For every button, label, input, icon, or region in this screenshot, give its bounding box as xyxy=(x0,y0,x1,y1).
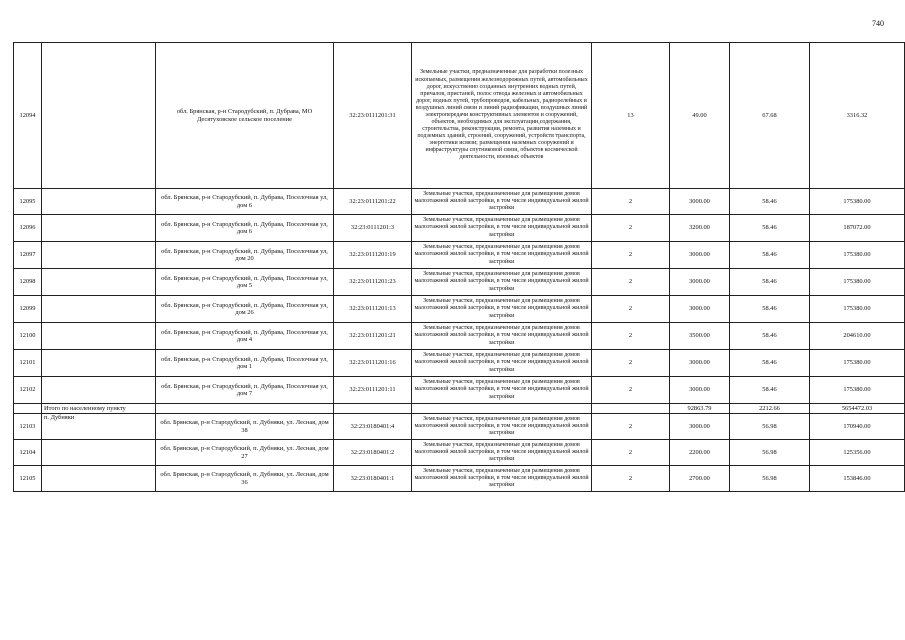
row-id: 12103 xyxy=(14,414,42,440)
empty-cell xyxy=(42,269,156,296)
table-row xyxy=(14,215,905,242)
row-id: 12102 xyxy=(14,377,42,404)
land-use-cell: Земельные участки, предназначенные для разработки полезных ископаемых, размещения железнодорожных путей, автомобильных дорог, искусственно созданных внутренних водных путей, причалов, пристаней, полос отвода железных и автомобильных дорог, водных путей, трубопроводов, кабельных, радиорелейных и воздушных линий связи и линий радиофикации, воздушных линий электропередачи конструктивных элементов и сооружений, объектов, необходимых для эксплуатации,содержания, строительства, реконструкции, ремонта, развития наземных и подземных зданий, строений, сооружений, устройств транспорта, энергетики исвязи; размещения наземных сооружений и инфраструктуры спутниковой связи, объектов космической деятельности, военных объектов xyxy=(412,43,592,189)
address-cell: обл. Брянская, р-н Стародубский, п. Дубрава, МО Десятуховское сельское поселение xyxy=(156,43,334,189)
rate-cell: 56.98 xyxy=(730,440,810,466)
land-use-cell: Земельные участки, предназначенные для размещения домов малоэтажной жилой застройки, в том числе индивидуальной жилой застройки xyxy=(412,323,592,350)
group-cell: 2 xyxy=(592,440,670,466)
empty-cell xyxy=(42,323,156,350)
rate-cell: 56.98 xyxy=(730,466,810,492)
table-row xyxy=(14,323,905,350)
land-use-cell: Земельные участки, предназначенные для размещения домов малоэтажной жилой застройки, в том числе индивидуальной жилой застройки xyxy=(412,440,592,466)
cadastral-value-cell: 187072.00 xyxy=(810,215,905,242)
group-cell: 2 xyxy=(592,242,670,269)
address-cell: обл. Брянская, р-н Стародубский, п. Дубняки, ул. Лесная, дом 27 xyxy=(156,440,334,466)
empty-cell xyxy=(592,404,670,414)
address-cell: обл. Брянская, р-н Стародубский, п. Дубрава, Поселочная ул, дом 26 xyxy=(156,296,334,323)
row-id: 12099 xyxy=(14,296,42,323)
total-row xyxy=(14,404,905,414)
table-row xyxy=(14,242,905,269)
group-cell: 2 xyxy=(592,296,670,323)
land-use-cell: Земельные участки, предназначенные для размещения домов малоэтажной жилой застройки, в том числе индивидуальной жилой застройки xyxy=(412,350,592,377)
group-cell: 13 xyxy=(592,43,670,189)
address-cell: обл. Брянская, р-н Стародубский, п. Дубрава, Поселочная ул, дом 6 xyxy=(156,215,334,242)
row-id: 12098 xyxy=(14,269,42,296)
cadastre-number-cell: 32:23:0111201:22 xyxy=(334,189,412,215)
cadastral-value-table xyxy=(13,42,905,492)
empty-cell xyxy=(42,43,156,189)
empty-cell xyxy=(42,466,156,492)
cadastral-value-cell: 175380.00 xyxy=(810,242,905,269)
empty-cell xyxy=(42,189,156,215)
group-cell: 2 xyxy=(592,466,670,492)
area-cell: 2700.00 xyxy=(670,466,730,492)
empty-cell xyxy=(156,404,334,414)
table-row xyxy=(14,269,905,296)
land-use-cell: Земельные участки, предназначенные для размещения домов малоэтажной жилой застройки, в том числе индивидуальной жилой застройки xyxy=(412,189,592,215)
area-cell: 3000.00 xyxy=(670,189,730,215)
empty-cell xyxy=(42,215,156,242)
empty-cell xyxy=(42,377,156,404)
cadastre-number-cell: 32:23:0111201:3 xyxy=(334,215,412,242)
cadastral-value-cell: 175380.00 xyxy=(810,296,905,323)
table-row xyxy=(14,296,905,323)
total-rate-cell: 2212.66 xyxy=(730,404,810,414)
cadastre-number-cell: 32:23:0111201:21 xyxy=(334,323,412,350)
empty-cell xyxy=(42,350,156,377)
area-cell: 3000.00 xyxy=(670,377,730,404)
group-cell: 2 xyxy=(592,323,670,350)
rate-cell: 58.46 xyxy=(730,323,810,350)
cadastral-value-cell: 153846.00 xyxy=(810,466,905,492)
table-row xyxy=(14,440,905,466)
group-cell: 2 xyxy=(592,414,670,440)
cadastre-number-cell: 32:23:0111201:23 xyxy=(334,269,412,296)
rate-cell: 58.46 xyxy=(730,269,810,296)
table-row xyxy=(14,189,905,215)
address-cell: обл. Брянская, р-н Стародубский, п. Дубрава, Поселочная ул, дом 7 xyxy=(156,377,334,404)
cadastre-number-cell: 32:23:0111201:19 xyxy=(334,242,412,269)
row-id: 12105 xyxy=(14,466,42,492)
table-row xyxy=(14,350,905,377)
area-cell: 3000.00 xyxy=(670,296,730,323)
land-use-cell: Земельные участки, предназначенные для размещения домов малоэтажной жилой застройки, в том числе индивидуальной жилой застройки xyxy=(412,414,592,440)
table-row xyxy=(14,414,905,440)
row-id: 12100 xyxy=(14,323,42,350)
land-use-cell: Земельные участки, предназначенные для размещения домов малоэтажной жилой застройки, в том числе индивидуальной жилой застройки xyxy=(412,215,592,242)
area-cell: 49.00 xyxy=(670,43,730,189)
cadastre-number-cell: 32:23:0180401:4 xyxy=(334,414,412,440)
address-cell: обл. Брянская, р-н Стародубский, п. Дубняки, ул. Лесная, дом 36 xyxy=(156,466,334,492)
settlement-label: п. Дубняки xyxy=(42,414,156,440)
area-cell: 3000.00 xyxy=(670,350,730,377)
cadastre-number-cell: 32:23:0180401:1 xyxy=(334,466,412,492)
cadastral-value-cell: 175380.00 xyxy=(810,189,905,215)
cadastral-value-cell: 175380.00 xyxy=(810,350,905,377)
cadastral-value-cell: 175380.00 xyxy=(810,269,905,296)
group-cell: 2 xyxy=(592,377,670,404)
cadastre-number-cell: 32:23:0111201:13 xyxy=(334,296,412,323)
cadastral-value-cell: 175380.00 xyxy=(810,377,905,404)
land-use-cell: Земельные участки, предназначенные для размещения домов малоэтажной жилой застройки, в том числе индивидуальной жилой застройки xyxy=(412,269,592,296)
cadastral-value-cell: 170940.00 xyxy=(810,414,905,440)
rate-cell: 58.46 xyxy=(730,350,810,377)
cadastre-number-cell: 32:23:0111201:11 xyxy=(334,377,412,404)
page-number: 740 xyxy=(872,19,884,28)
land-use-cell: Земельные участки, предназначенные для размещения домов малоэтажной жилой застройки, в том числе индивидуальной жилой застройки xyxy=(412,466,592,492)
row-id: 12104 xyxy=(14,440,42,466)
land-use-cell: Земельные участки, предназначенные для размещения домов малоэтажной жилой застройки, в том числе индивидуальной жилой застройки xyxy=(412,377,592,404)
table-row xyxy=(14,377,905,404)
rate-cell: 58.46 xyxy=(730,377,810,404)
rate-cell: 58.46 xyxy=(730,215,810,242)
empty-cell xyxy=(412,404,592,414)
address-cell: обл. Брянская, р-н Стародубский, п. Дубрава, Поселочная ул, дом 5 xyxy=(156,269,334,296)
row-id: 12097 xyxy=(14,242,42,269)
cadastre-number-cell: 32:23:0111201:31 xyxy=(334,43,412,189)
rate-cell: 58.46 xyxy=(730,189,810,215)
empty-cell xyxy=(334,404,412,414)
empty-cell xyxy=(42,440,156,466)
table-row xyxy=(14,466,905,492)
address-cell: обл. Брянская, р-н Стародубский, п. Дубняки, ул. Лесная, дом 38 xyxy=(156,414,334,440)
cadastral-value-cell: 204610.00 xyxy=(810,323,905,350)
address-cell: обл. Брянская, р-н Стародубский, п. Дубрава, Поселочная ул, дом 4 xyxy=(156,323,334,350)
total-value-cell: 5654472.03 xyxy=(810,404,905,414)
rate-cell: 56.98 xyxy=(730,414,810,440)
area-cell: 3200.00 xyxy=(670,215,730,242)
group-cell: 2 xyxy=(592,269,670,296)
row-id: 12094 xyxy=(14,43,42,189)
area-cell: 3000.00 xyxy=(670,242,730,269)
address-cell: обл. Брянская, р-н Стародубский, п. Дубрава, Поселочная ул, дом 1 xyxy=(156,350,334,377)
rate-cell: 58.46 xyxy=(730,242,810,269)
row-id: 12095 xyxy=(14,189,42,215)
area-cell: 2200.00 xyxy=(670,440,730,466)
group-cell: 2 xyxy=(592,350,670,377)
land-use-cell: Земельные участки, предназначенные для размещения домов малоэтажной жилой застройки, в том числе индивидуальной жилой застройки xyxy=(412,296,592,323)
total-label: Итого по населенному пункту xyxy=(42,404,156,414)
land-use-cell: Земельные участки, предназначенные для размещения домов малоэтажной жилой застройки, в том числе индивидуальной жилой застройки xyxy=(412,242,592,269)
row-id: 12096 xyxy=(14,215,42,242)
address-cell: обл. Брянская, р-н Стародубский, п. Дубрава, Поселочная ул, дом 6 xyxy=(156,189,334,215)
empty-cell xyxy=(42,296,156,323)
total-area-cell: 92863.79 xyxy=(670,404,730,414)
empty-cell xyxy=(42,242,156,269)
cadastral-value-cell: 125356.00 xyxy=(810,440,905,466)
table-row xyxy=(14,43,905,189)
address-cell: обл. Брянская, р-н Стародубский, п. Дубрава, Поселочная ул, дом 20 xyxy=(156,242,334,269)
area-cell: 3000.00 xyxy=(670,269,730,296)
rate-cell: 67.68 xyxy=(730,43,810,189)
group-cell: 2 xyxy=(592,215,670,242)
cadastre-number-cell: 32:23:0180401:2 xyxy=(334,440,412,466)
area-cell: 3500.00 xyxy=(670,323,730,350)
area-cell: 3000.00 xyxy=(670,414,730,440)
cadastral-value-cell: 3316.32 xyxy=(810,43,905,189)
row-id: 12101 xyxy=(14,350,42,377)
rate-cell: 58.46 xyxy=(730,296,810,323)
group-cell: 2 xyxy=(592,189,670,215)
empty-cell xyxy=(14,404,42,414)
cadastre-number-cell: 32:23:0111201:16 xyxy=(334,350,412,377)
